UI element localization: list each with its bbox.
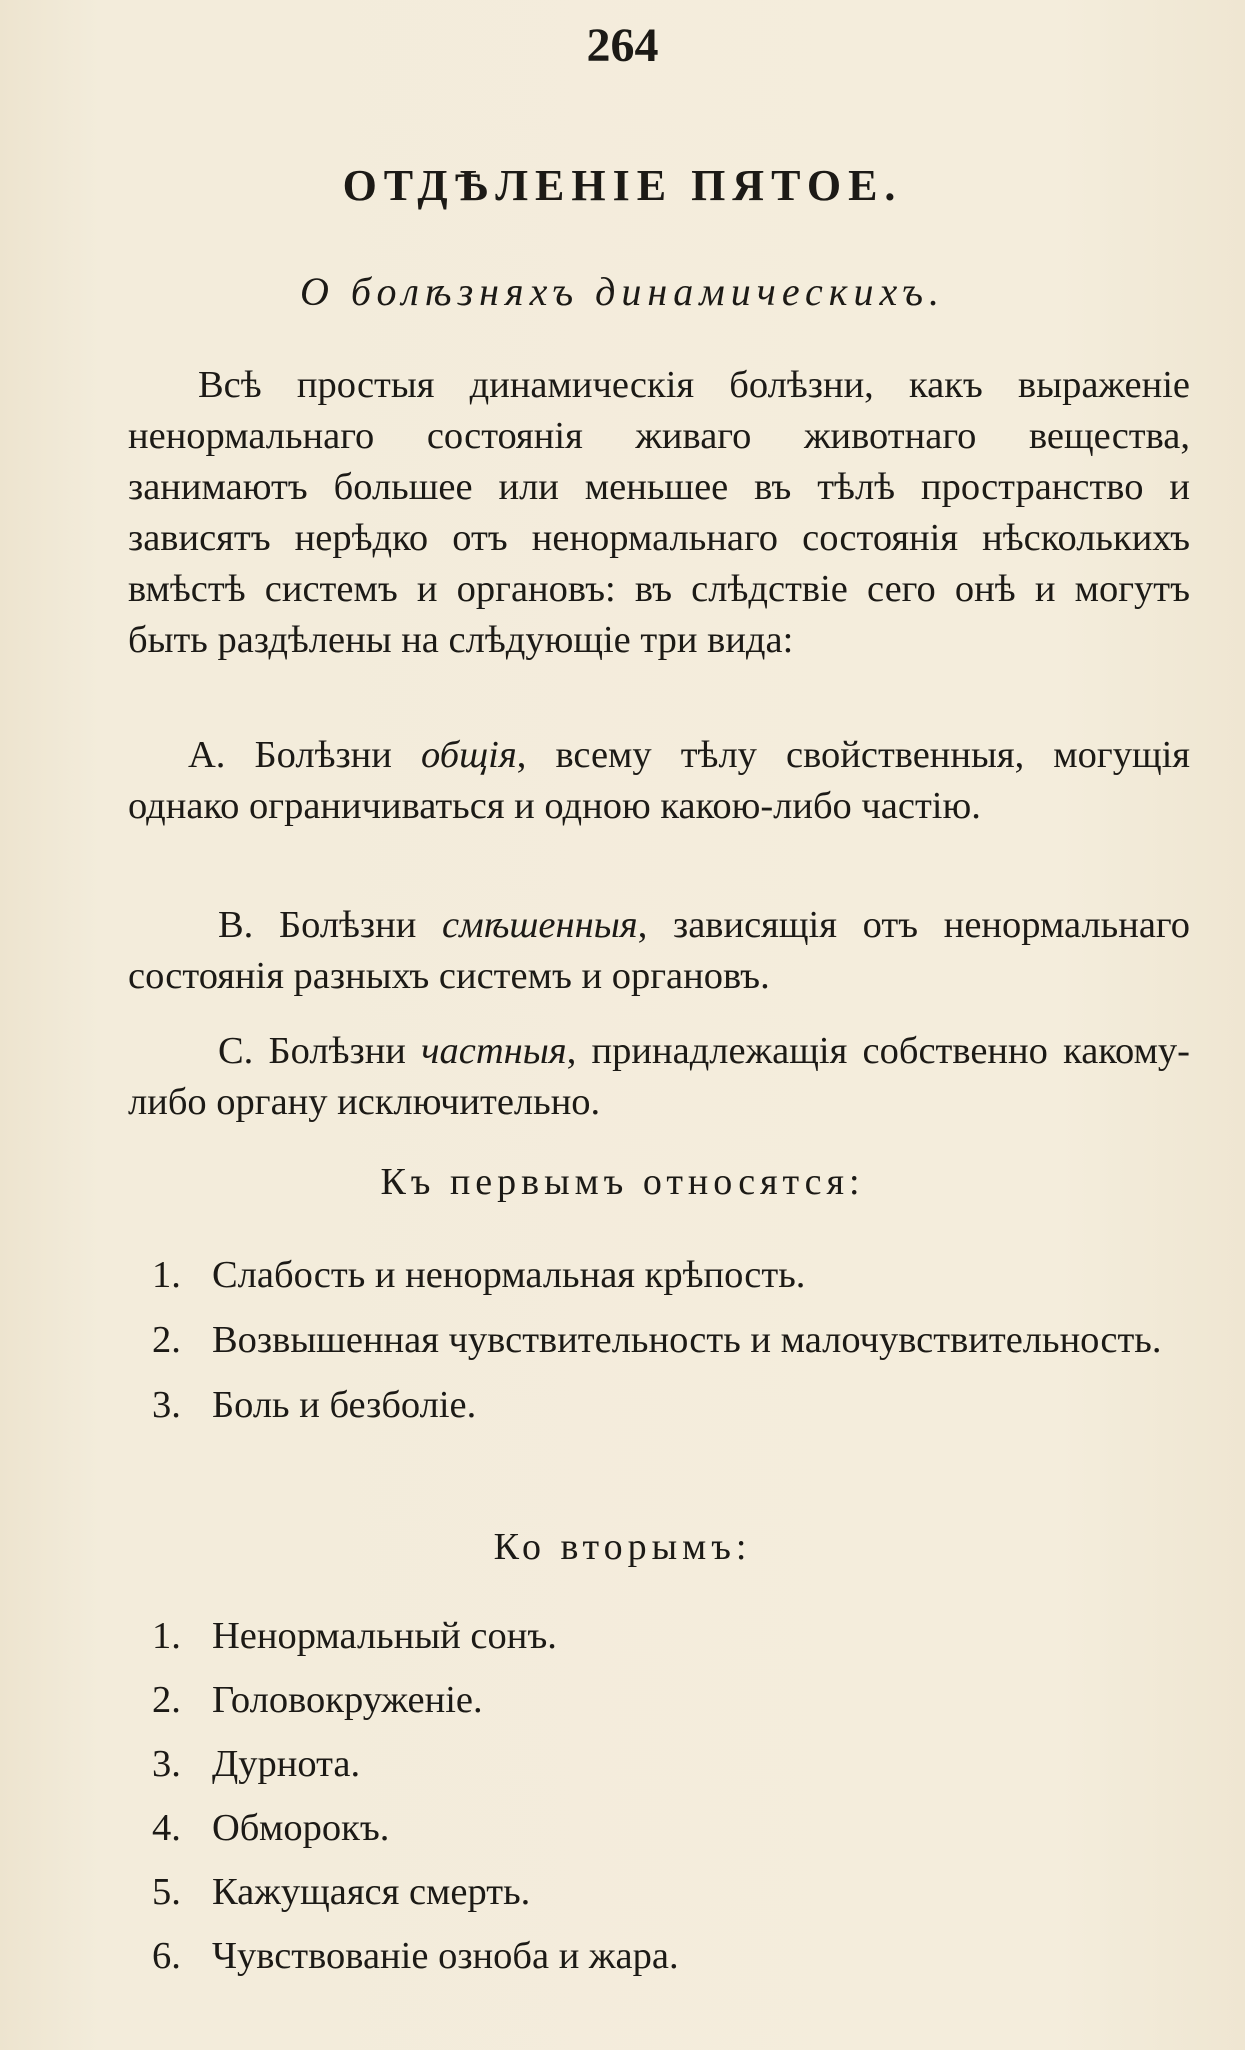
list-item-text: Кажущаяся смерть. [212, 1871, 531, 1913]
item-b-emphasis: смѣшенныя [442, 904, 638, 946]
item-a-rest: , всему тѣлу свойственныя, могущія однако ограничиваться и одною какою-либо частію. [128, 734, 1190, 827]
item-c-emphasis: частныя [421, 1030, 567, 1072]
list-item-text: Головокруженіе. [212, 1679, 483, 1721]
list-item-text: Чувствованіе озноба и жара. [212, 1935, 679, 1977]
list-item-text: Слабость и ненормальная крѣпость. [212, 1254, 806, 1296]
list-item-number: 3. [152, 1384, 181, 1426]
section-subtitle: О болѣзняхъ динамическихъ. [299, 269, 946, 314]
list-item [128, 1738, 1190, 1790]
item-b-rest: , зависящія отъ ненормальнаго состоянія разныхъ системъ и органовъ. [128, 904, 1191, 997]
list-item-number: 2. [152, 1679, 181, 1721]
list-item [128, 1380, 1190, 1431]
heading-second-group: Ко вторымъ: [493, 1526, 752, 1568]
list-item-text: Дурнота. [212, 1743, 361, 1785]
list-item-number: 4. [152, 1807, 181, 1849]
list-item-number: 3. [152, 1743, 181, 1785]
list-first-group [128, 1250, 1190, 1445]
list-item-text: Ненормальный сонъ. [212, 1615, 557, 1657]
item-a-paragraph [128, 730, 1190, 832]
item-a-prefix: А. Болѣзни [188, 734, 421, 776]
list-item-text: Боль и безболіе. [212, 1384, 477, 1426]
intro-paragraph: Всѣ простыя динамическія болѣзни, какъ выраженіе ненормальнаго состоянія живаго животнаго вещества, занимаютъ большее или меньшее въ тѣлѣ пространство и зависятъ нерѣдко отъ ненормальнаго состоянія нѣсколькихъ вмѣстѣ системъ и органовъ: въ слѣдствіе сего онѣ и могутъ быть раздѣлены на слѣдующіе три вида: [128, 364, 1190, 661]
list-item [128, 1610, 1190, 1662]
item-b-paragraph [128, 900, 1190, 1002]
item-c-prefix: С. Болѣзни [218, 1030, 422, 1072]
list-item-text: Обморокъ. [212, 1807, 390, 1849]
item-a-emphasis: общія [420, 734, 517, 776]
item-c-paragraph [128, 1026, 1190, 1128]
page-number: 264 [586, 19, 659, 72]
item-b-prefix: В. Болѣзни [218, 904, 443, 946]
list-item [128, 1315, 1190, 1366]
list-item [128, 1250, 1190, 1301]
list-item [128, 1930, 1190, 1982]
list-item [128, 1866, 1190, 1918]
list-item-number: 1. [152, 1254, 181, 1296]
item-c-rest: , принадлежащія собственно какому-либо органу исключительно. [128, 1030, 1191, 1123]
list-item-number: 1. [152, 1615, 181, 1657]
list-item [128, 1674, 1190, 1726]
list-item-number: 2. [152, 1319, 181, 1361]
list-item-number: 6. [152, 1935, 181, 1977]
list-item-number: 5. [152, 1871, 181, 1913]
section-title: ОТДѢЛЕНІЕ ПЯТОЕ. [342, 161, 903, 210]
list-item-text: Возвышенная чувствительность и малочувствительность. [212, 1319, 1162, 1361]
heading-first-group: Къ первымъ относятся: [380, 1161, 865, 1203]
list-second-group [128, 1610, 1190, 1994]
list-item [128, 1802, 1190, 1854]
